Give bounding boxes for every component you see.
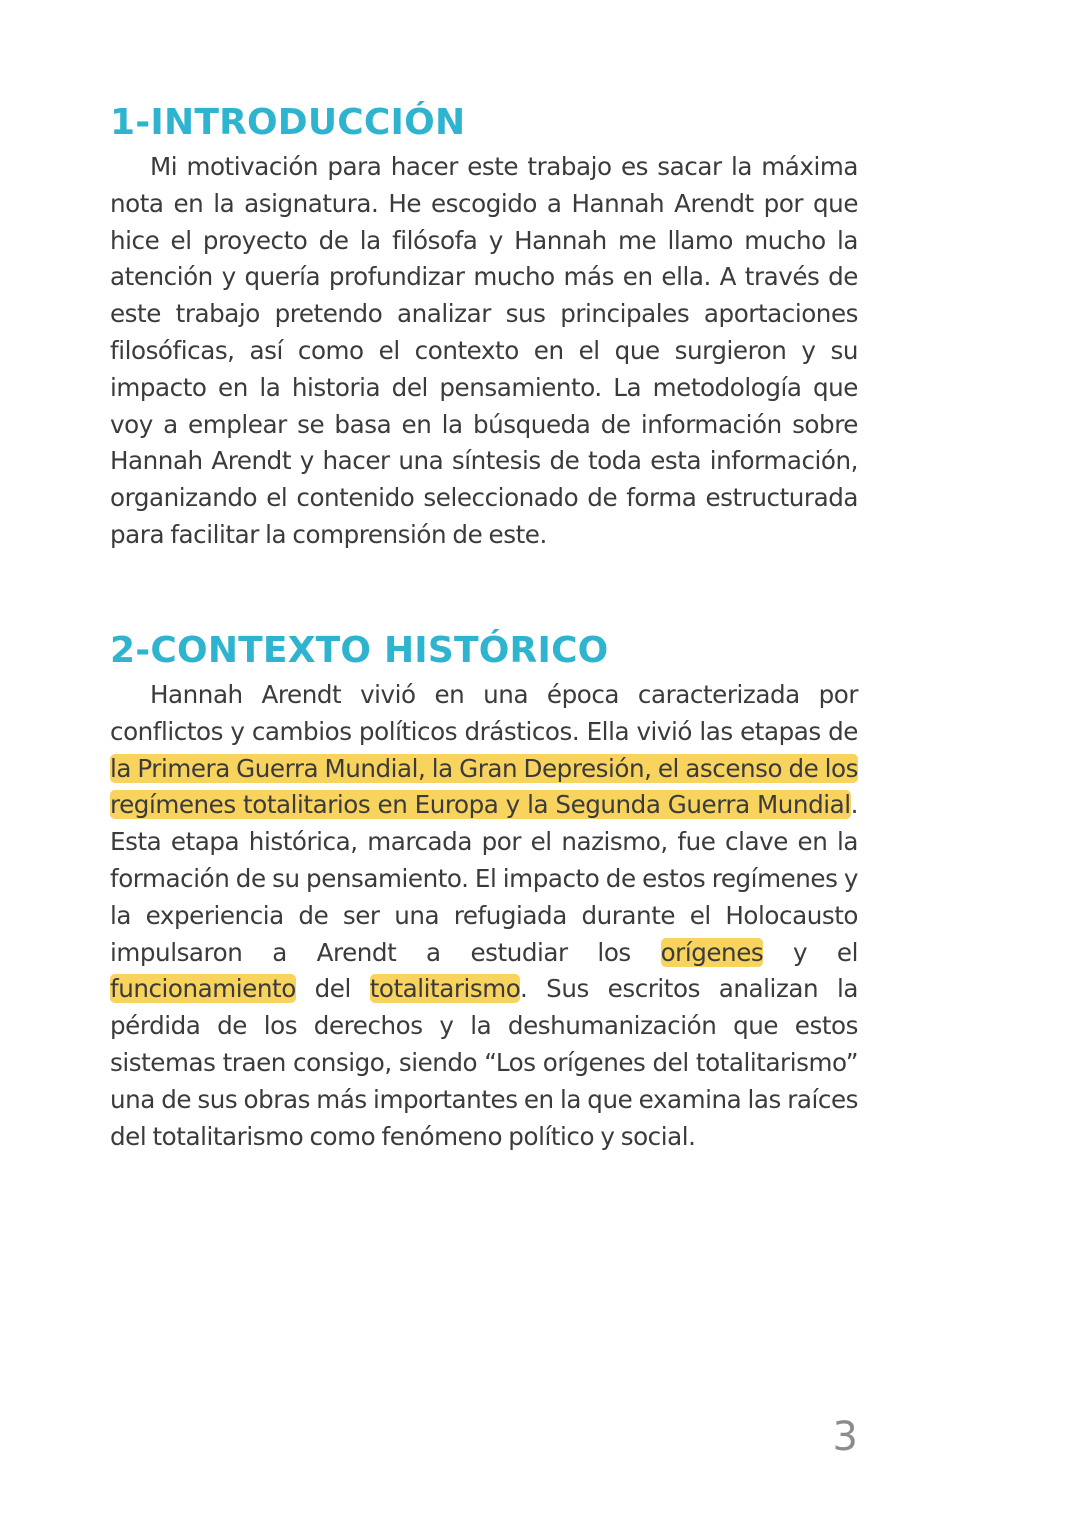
- section-heading: 1-INTRODUCCIÓN: [110, 102, 466, 143]
- section-paragraph: [110, 677, 858, 1155]
- text-run: . Sus escritos analizan la pérdida de los derechos y la deshumanización que estos sistemas traen consigo, siendo “Los orígenes del totalitarismo” una de sus obras más importantes en la que examina las raíces del totalitarismo como fenómeno político y social.: [110, 974, 858, 1151]
- text-run: y el: [763, 937, 858, 967]
- highlighted-text: funcionamiento: [110, 974, 296, 1004]
- text-run: Hannah Arendt vivió en una época caracterizada por conflictos y cambios políticos drásticos. Ella vivió las etapas de: [110, 680, 858, 746]
- text-run: . Esta etapa histórica, marcada por el nazismo, fue clave en la formación de su pensamiento. El impacto de estos regímenes y la experiencia de ser una refugiada durante el Holocausto impulsaron a Arendt a estudiar los: [110, 790, 858, 967]
- section-introduccion: [110, 98, 858, 554]
- section-paragraph: Mi motivación para hacer este trabajo es sacar la máxima nota en la asignatura. He escogido a Hannah Arendt por que hice el proyecto de la filósofa y Hannah me llamo mucho la atención y quería profundizar mucho más en ella. A través de este trabajo pretendo analizar sus principales aportaciones filosóficas, así como el contexto en el que surgieron y su impacto en la historia del pensamiento. La metodología que voy a emplear se basa en la búsqueda de información sobre Hannah Arendt y hacer una síntesis de toda esta información, organizando el contenido seleccionado de forma estructurada para facilitar la comprensión de este.: [110, 152, 858, 549]
- section-heading: 2-CONTEXTO HISTÓRICO: [110, 630, 609, 671]
- text-run: del: [295, 974, 370, 1004]
- page-number: 3: [832, 1414, 858, 1460]
- highlighted-text: orígenes: [660, 937, 764, 967]
- section-contexto-historico: [110, 626, 858, 1155]
- highlighted-text: la Primera Guerra Mundial, la Gran Depresión, el ascenso de los regímenes totalitarios en Europa y la Segunda Guerra Mundial: [110, 753, 858, 820]
- highlighted-text: totalitarismo: [369, 974, 520, 1004]
